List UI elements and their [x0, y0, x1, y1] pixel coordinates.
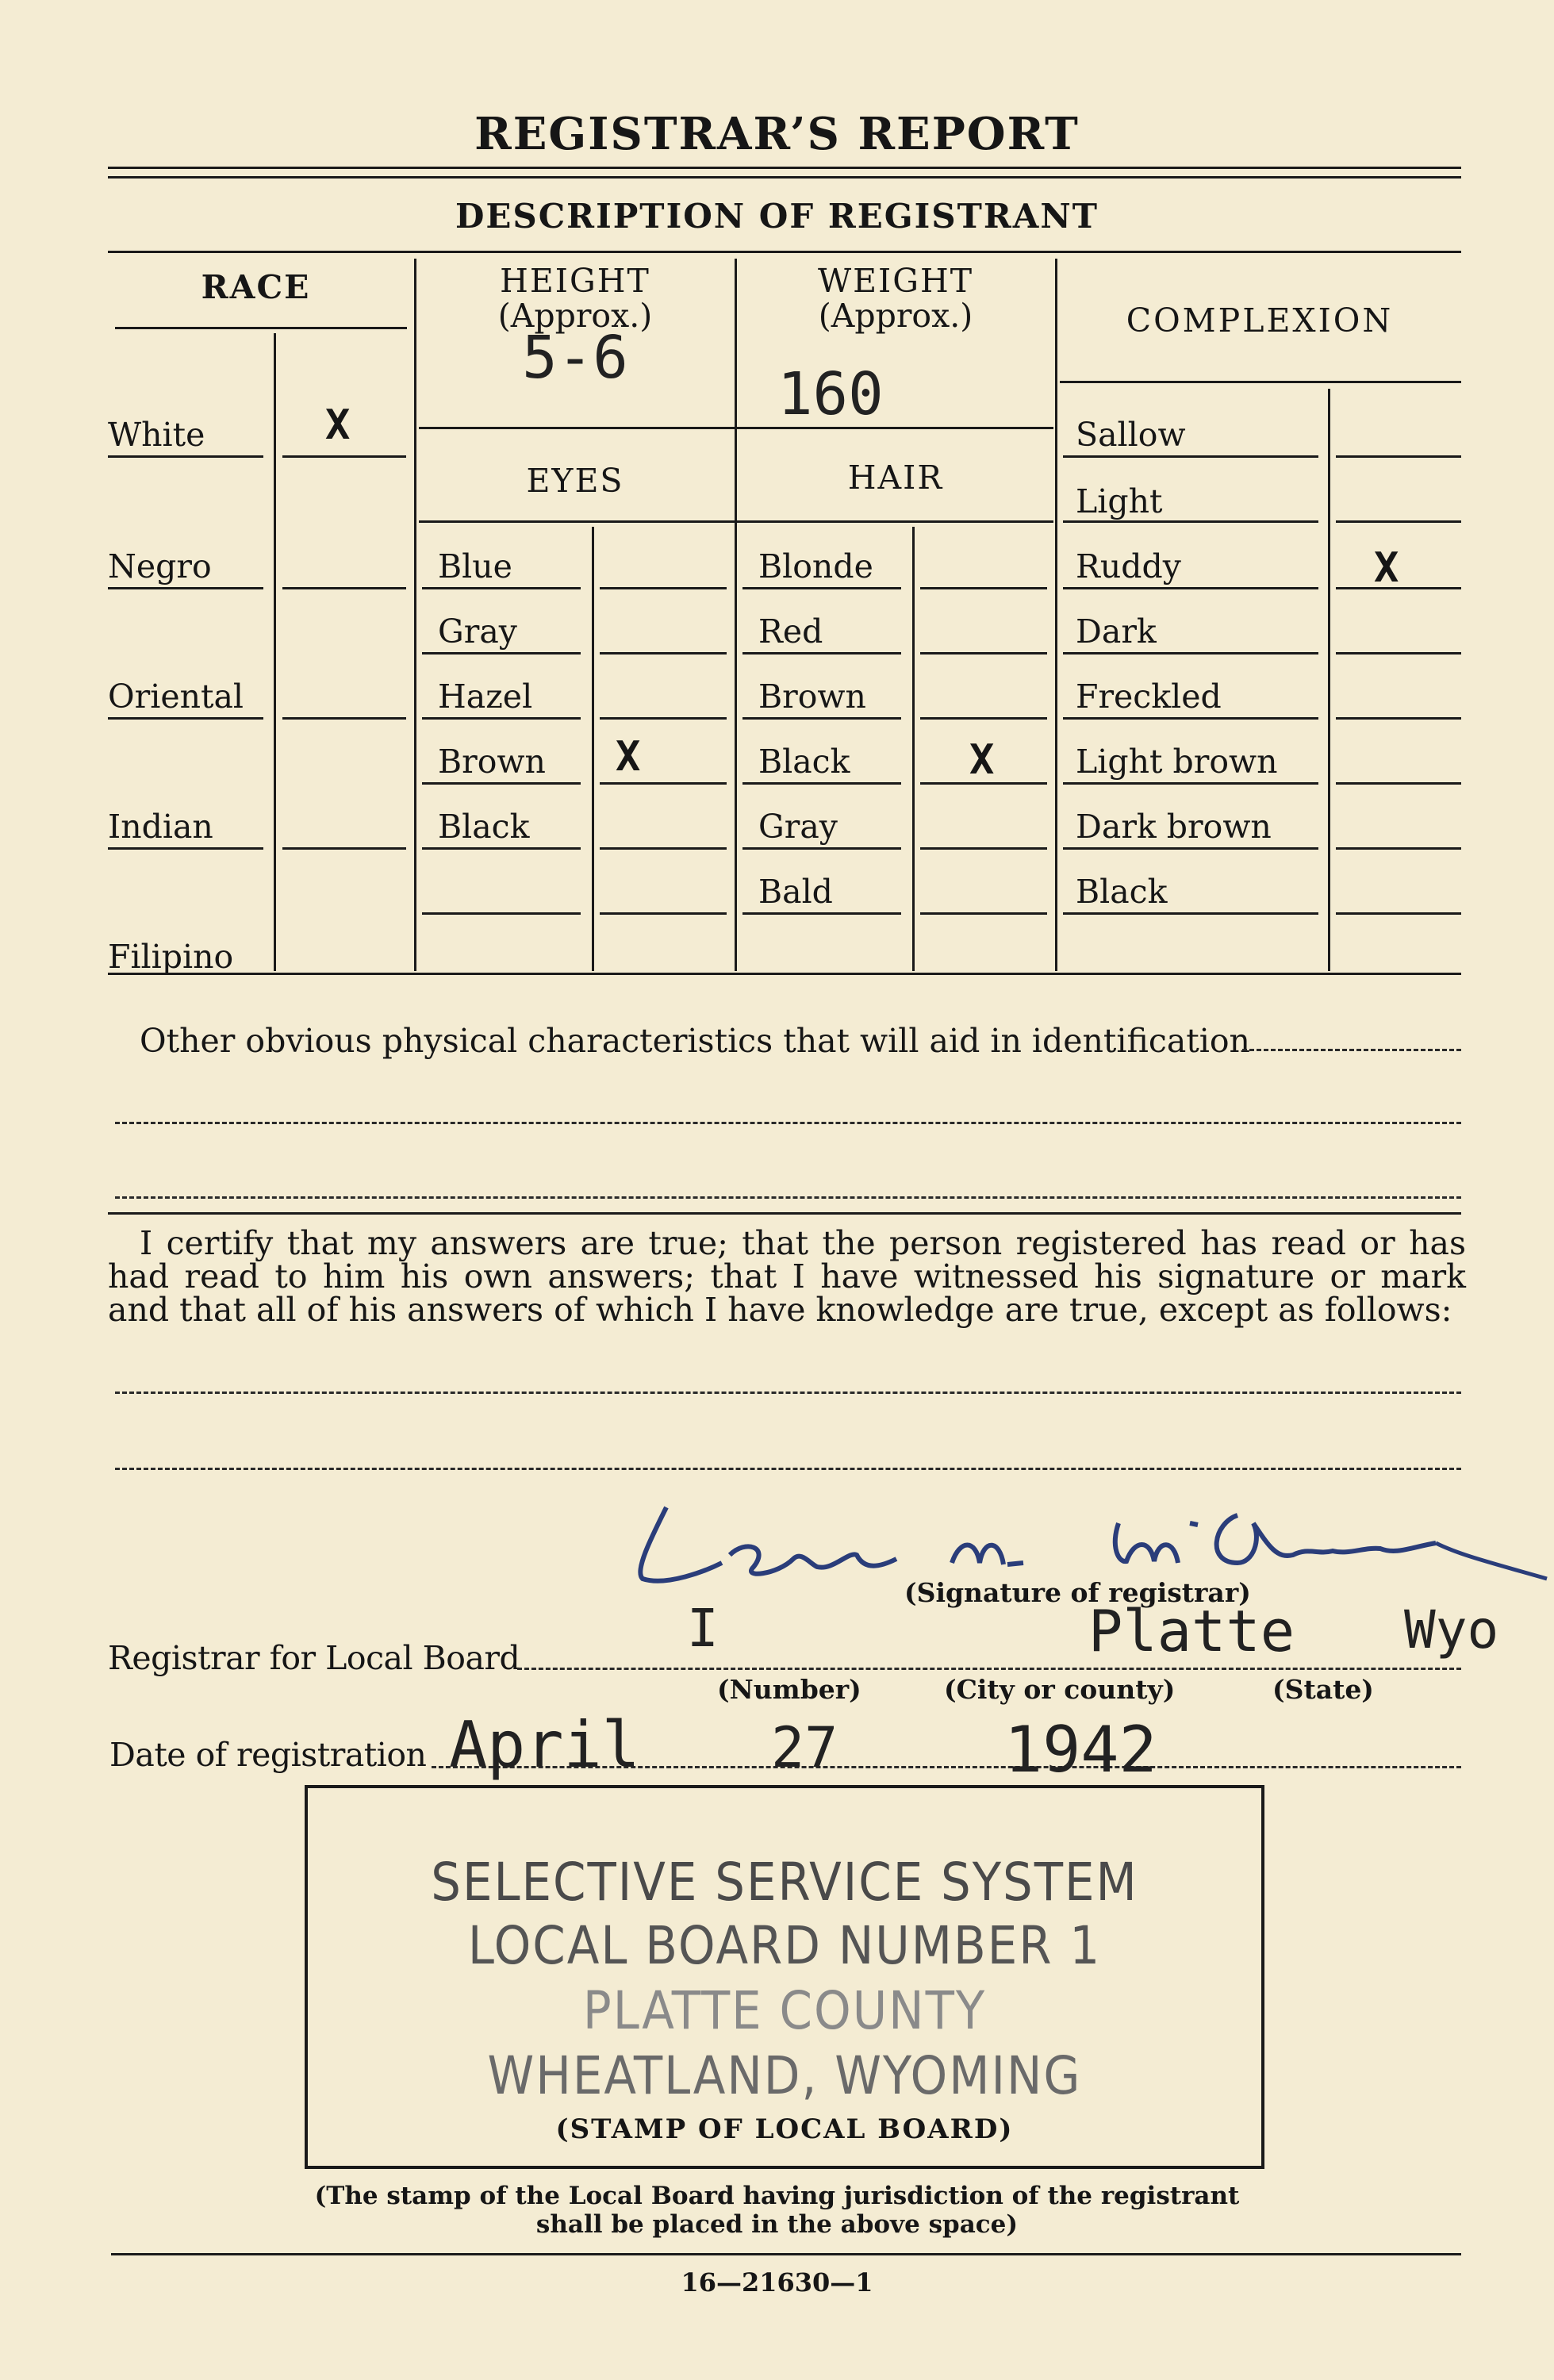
hair-row-rule: [742, 717, 901, 720]
hair-row-rule: [920, 782, 1047, 785]
race-row-rule: [108, 847, 263, 850]
eyes-row-rule: [600, 782, 727, 785]
hair-option-blonde: Blonde: [758, 547, 873, 585]
stamp-line: LOCAL BOARD NUMBER 1: [467, 1915, 1102, 1976]
race-height-divider: [414, 259, 416, 971]
hair-row-rule: [920, 912, 1047, 915]
eyes-mark-divider: [592, 527, 594, 971]
eyes-row-rule: [422, 847, 581, 850]
eyes-row-rule: [600, 587, 727, 589]
hair-row-rule: [920, 847, 1047, 850]
eyes-row-rule: [600, 652, 727, 654]
certification-text: I certify that my answers are true; that the person registered has read or has had read to him his own answers; that I have witnessed his signature or mark and that all of his answers of which I have knowledge are true, except as follows:: [108, 1224, 1466, 1329]
exception-line: [115, 1392, 1461, 1394]
title-rule-top: [108, 167, 1461, 169]
complexion-option-light-brown: Light brown: [1076, 743, 1278, 781]
weight-value: 160: [777, 360, 884, 428]
complexion-option-light: Light: [1076, 482, 1163, 520]
eyes-heading: EYES: [526, 462, 624, 500]
hair-option-bald: Bald: [758, 873, 833, 911]
complexion-row-rule: [1336, 520, 1461, 523]
complexion-ruddy-mark: X: [1374, 544, 1399, 592]
exception-line: [115, 1468, 1461, 1470]
table-top-rule: [108, 251, 1461, 253]
local-board-number-caption: (Number): [717, 1674, 861, 1705]
local-board-line: [517, 1668, 1461, 1670]
hair-option-black: Black: [758, 743, 850, 781]
eyes-row-rule: [422, 652, 581, 654]
eyes-option-brown: Brown: [438, 743, 546, 781]
complexion-row-rule: [1063, 717, 1318, 720]
local-board-stamp: [305, 1785, 1264, 2169]
local-board-city: Platte: [1088, 1598, 1295, 1664]
race-option-white: White: [108, 416, 205, 454]
other-characteristics-line: [115, 1196, 1461, 1199]
eyes-option-black: Black: [438, 808, 530, 846]
eyes-hair-heading-rule: [419, 520, 1053, 523]
complexion-heading: COMPLEXION: [1126, 301, 1394, 340]
hair-row-rule: [920, 587, 1047, 589]
eyes-option-gray: Gray: [438, 612, 517, 651]
complexion-option-ruddy: Ruddy: [1076, 547, 1181, 585]
local-board-state: Wyo: [1404, 1599, 1499, 1660]
stamp-line: PLATTE COUNTY: [582, 1980, 987, 2041]
registration-year: 1942: [1004, 1713, 1157, 1787]
complexion-heading-rule: [1060, 381, 1461, 383]
registration-date-label: Date of registration: [109, 1736, 427, 1774]
stamp-line: WHEATLAND, WYOMING: [487, 2045, 1082, 2106]
complexion-row-rule: [1063, 912, 1318, 915]
complexion-row-rule: [1336, 782, 1461, 785]
complexion-row-rule: [1063, 520, 1318, 523]
complexion-mark-divider: [1328, 389, 1330, 971]
title-rule-bottom: [108, 176, 1461, 178]
race-white-mark: X: [325, 401, 351, 449]
eyes-row-rule: [422, 782, 581, 785]
other-characteristics-line: [115, 1122, 1461, 1124]
race-option-oriental: Oriental: [108, 678, 244, 716]
local-board-state-caption: (State): [1272, 1674, 1374, 1705]
hair-option-gray: Gray: [758, 808, 838, 846]
complexion-row-rule: [1063, 782, 1318, 785]
weight-approx: (Approx.): [818, 297, 973, 335]
hair-option-brown: Brown: [758, 678, 866, 716]
race-heading-rule: [115, 327, 407, 329]
eyes-brown-mark: X: [616, 733, 641, 781]
eyes-row-rule: [422, 717, 581, 720]
local-board-number: I: [687, 1598, 719, 1659]
hair-row-rule: [742, 782, 901, 785]
race-option-indian: Indian: [108, 808, 213, 846]
complexion-row-rule: [1063, 847, 1318, 850]
complexion-row-rule: [1336, 912, 1461, 915]
other-characteristics-label: Other obvious physical characteristics that will aid in identification: [140, 1022, 1250, 1060]
eyes-row-rule: [600, 847, 727, 850]
hair-heading: HAIR: [847, 459, 944, 497]
signature-caption: (Signature of registrar): [904, 1577, 1251, 1608]
other-characteristics-line: [1242, 1049, 1461, 1051]
race-option-filipino: Filipino: [108, 938, 234, 976]
complexion-row-rule: [1336, 847, 1461, 850]
hair-row-rule: [920, 717, 1047, 720]
eyes-option-hazel: Hazel: [438, 678, 533, 716]
stamp-note: (The stamp of the Local Board having jurisdiction of the registrant: [314, 2182, 1240, 2210]
race-row-rule: [108, 455, 263, 458]
page-title: REGISTRAR’S REPORT: [474, 108, 1080, 160]
race-row-rule: [282, 455, 406, 458]
eyes-row-rule: [422, 587, 581, 589]
race-row-rule: [108, 587, 263, 589]
complexion-row-rule: [1063, 652, 1318, 654]
eyes-row-rule: [600, 912, 727, 915]
complexion-row-rule: [1336, 717, 1461, 720]
height-heading: HEIGHT: [500, 262, 650, 300]
complexion-row-rule: [1063, 587, 1318, 589]
height-weight-bottom-rule: [419, 427, 1053, 429]
table-bottom-rule: [108, 973, 1461, 975]
eyes-row-rule: [600, 717, 727, 720]
height-weight-divider: [735, 259, 737, 971]
race-row-rule: [108, 717, 263, 720]
height-approx: (Approx.): [497, 297, 653, 335]
complexion-option-dark-brown: Dark brown: [1076, 808, 1272, 846]
hair-row-rule: [742, 652, 901, 654]
height-value: 5-6: [522, 324, 628, 392]
hair-row-rule: [742, 847, 901, 850]
registration-month: April: [449, 1708, 640, 1782]
complexion-row-rule: [1336, 455, 1461, 458]
complexion-row-rule: [1336, 587, 1461, 589]
complexion-option-black: Black: [1076, 873, 1168, 911]
weight-complexion-divider: [1055, 259, 1057, 971]
stamp-caption: (STAMP OF LOCAL BOARD): [555, 2113, 1014, 2145]
hair-row-rule: [920, 652, 1047, 654]
hair-row-rule: [742, 912, 901, 915]
complexion-row-rule: [1336, 652, 1461, 654]
local-board-label: Registrar for Local Board: [108, 1639, 520, 1677]
race-row-rule: [282, 587, 406, 589]
eyes-row-rule: [422, 912, 581, 915]
complexion-option-freckled: Freckled: [1076, 678, 1222, 716]
hair-option-red: Red: [758, 612, 823, 651]
race-heading: RACE: [201, 268, 311, 306]
registration-day: 27: [771, 1715, 838, 1780]
weight-heading: WEIGHT: [817, 262, 974, 300]
complexion-row-rule: [1063, 455, 1318, 458]
hair-black-mark: X: [969, 736, 995, 784]
hair-row-rule: [742, 587, 901, 589]
section-title: DESCRIPTION OF REGISTRANT: [455, 197, 1099, 236]
eyes-option-blue: Blue: [438, 547, 512, 585]
stamp-note: shall be placed in the above space): [535, 2210, 1019, 2239]
complexion-option-sallow: Sallow: [1076, 416, 1186, 454]
race-row-rule: [282, 717, 406, 720]
hair-mark-divider: [912, 527, 915, 971]
race-divider: [274, 333, 276, 971]
race-row-rule: [282, 847, 406, 850]
certification-rule: [108, 1212, 1461, 1215]
footer-rule: [111, 2253, 1461, 2255]
race-option-negro: Negro: [108, 547, 212, 585]
form-number: 16—21630—1: [681, 2267, 873, 2297]
complexion-option-dark: Dark: [1076, 612, 1157, 651]
local-board-city-caption: (City or county): [944, 1674, 1176, 1705]
stamp-line: SELECTIVE SERVICE SYSTEM: [431, 1852, 1138, 1913]
